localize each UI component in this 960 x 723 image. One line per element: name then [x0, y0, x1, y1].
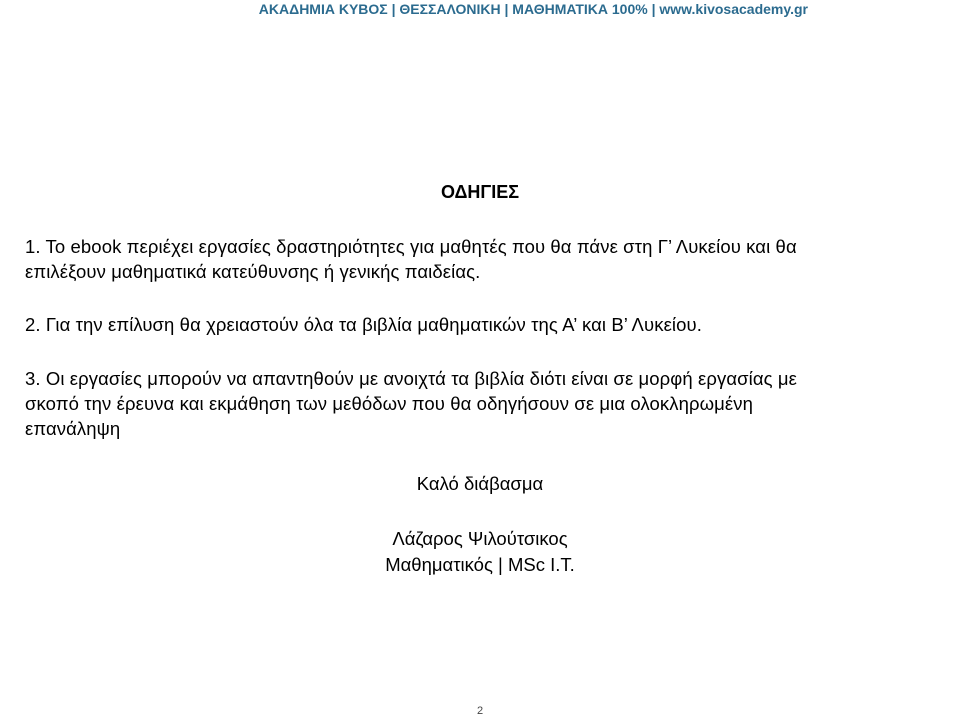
- signature-block: [0, 526, 960, 578]
- author-role: Μαθηματικός | MSc I.T.: [385, 554, 575, 575]
- page-header: [0, 0, 960, 20]
- instruction-3-line-2: σκοπό την έρευνα και εκμάθηση των μεθόδων που θα οδηγήσουν σε μια ολοκληρωμένη: [25, 393, 754, 414]
- instruction-3-line-1: 3. Οι εργασίες μπορούν να απαντηθούν με ανοιχτά τα βιβλία διότι είναι σε μορφή εργασίας με: [25, 368, 798, 389]
- instruction-1-line-1: 1. Το ebook περιέχει εργασίες δραστηριότητες για μαθητές που θα πάνε στη Γ’ Λυκείου και θα: [25, 236, 797, 257]
- instruction-3-line-3: επανάληψη: [25, 418, 121, 439]
- page-title: ΟΔΗΓΙΕΣ: [440, 182, 520, 202]
- instruction-1: [25, 234, 960, 284]
- instruction-2-line-1: 2. Για την επίλυση θα χρειαστούν όλα τα βιβλία μαθηματικών της Α’ και Β’ Λυκείου.: [25, 314, 702, 335]
- instruction-3: [25, 366, 960, 441]
- closing-greeting: Καλό διάβασμα: [416, 473, 544, 494]
- instruction-2: [25, 312, 960, 337]
- page-number: 2: [476, 705, 484, 717]
- instruction-1-line-2: επιλέξουν μαθηματικά κατεύθυνσης ή γενικής παιδείας.: [25, 261, 481, 282]
- header-text: ΑΚΑΔΗΜΙΑ ΚΥΒΟΣ | ΘΕΣΣΑΛΟΝΙΚΗ | ΜΑΘΗΜΑΤΙΚΑ 100% | www.kivosacademy.gr: [258, 1, 808, 17]
- author-name: Λάζαρος Ψιλούτσικος: [392, 528, 568, 549]
